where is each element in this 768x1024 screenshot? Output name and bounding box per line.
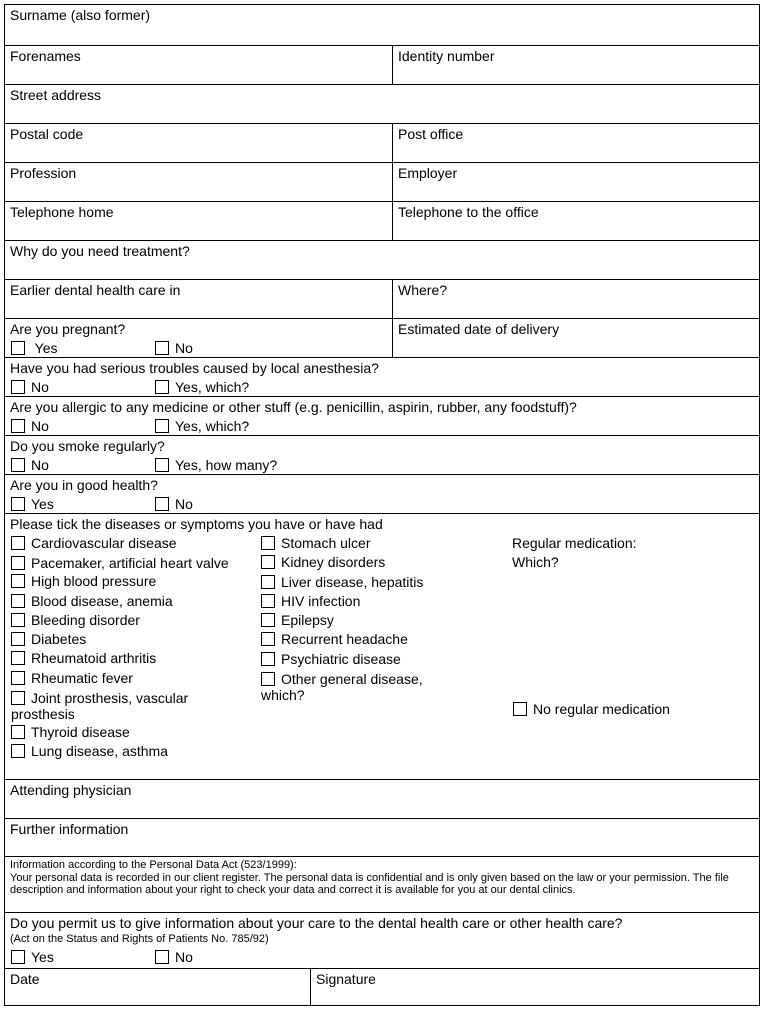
consent-yes-option[interactable] [11, 949, 54, 965]
health-yes-option[interactable] [11, 496, 54, 512]
post-office-label: Post office [398, 126, 464, 142]
disease-label: HIV infection [281, 592, 361, 609]
profession-row [5, 162, 759, 201]
disease-label: Blood disease, anemia [31, 592, 173, 609]
why-treatment-field[interactable] [5, 240, 759, 279]
where-field[interactable] [392, 280, 759, 318]
smoke-no-checkbox[interactable] [11, 458, 25, 472]
identity-number-field[interactable] [392, 46, 759, 84]
disease-label: Bleeding disorder [31, 611, 140, 628]
disease-checkbox[interactable] [261, 652, 275, 666]
telephone-office-label: Telephone to the office [398, 204, 539, 220]
profession-field[interactable] [5, 163, 392, 201]
privacy-title: Information according to the Personal Data Act (523/1999): [10, 859, 297, 871]
pregnant-no-label: No [175, 340, 193, 356]
identity-number-label: Identity number [398, 48, 495, 64]
attending-physician-field[interactable] [5, 779, 759, 818]
date-signature-row [5, 968, 759, 1005]
disease-label: Thyroid disease [31, 724, 130, 741]
disease-label: Rheumatoid arthritis [31, 650, 157, 667]
diseases-heading: Please tick the diseases or symptoms you have or have had [10, 516, 383, 532]
disease-item[interactable] [11, 592, 251, 611]
postal-row [5, 123, 759, 162]
disease-label: Cardiovascular disease [31, 535, 177, 551]
street-address-field[interactable] [5, 84, 759, 123]
date-label: Date [10, 971, 40, 987]
health-yes-checkbox[interactable] [11, 497, 25, 511]
consent-yes-checkbox[interactable] [11, 950, 25, 964]
consent-row [5, 912, 759, 968]
smoke-no-label: No [31, 457, 49, 473]
forenames-field[interactable] [5, 46, 392, 84]
where-label: Where? [398, 282, 448, 298]
disease-checkbox[interactable] [11, 574, 25, 588]
date-field[interactable] [5, 969, 310, 1005]
postal-code-field[interactable] [5, 124, 392, 162]
disease-checkbox[interactable] [11, 613, 25, 627]
disease-item[interactable] [11, 688, 251, 723]
disease-label: Joint prosthesis, vascular prosthesis [11, 690, 189, 723]
disease-label: High blood pressure [31, 573, 157, 590]
disease-checkbox[interactable] [11, 594, 25, 608]
allergy-no-option[interactable] [11, 418, 49, 434]
medication-label: Regular medication: [512, 535, 637, 551]
smoke-row [5, 435, 759, 474]
health-yes-label: Yes [31, 496, 54, 512]
medication-which-label: Which? [512, 554, 559, 571]
disease-item[interactable] [261, 573, 461, 592]
smoke-yes-option[interactable] [155, 457, 277, 473]
no-medication-label: No regular medication [533, 701, 670, 717]
disease-checkbox[interactable] [261, 555, 275, 569]
health-no-label: No [175, 496, 193, 512]
consent-question: Do you permit us to give information about your care to the dental health care or other health care? [10, 915, 623, 931]
consent-yes-label: Yes [31, 949, 54, 965]
disease-item[interactable] [11, 649, 251, 668]
diseases-column-2 [261, 534, 461, 703]
disease-label: Rheumatic fever [31, 669, 133, 686]
disease-item[interactable] [11, 611, 251, 630]
anesthesia-yes-checkbox[interactable] [155, 380, 169, 394]
disease-checkbox[interactable] [261, 594, 275, 608]
forenames-row [5, 45, 759, 84]
pregnant-cell [5, 319, 392, 357]
disease-checkbox[interactable] [11, 556, 25, 570]
disease-label: Diabetes [31, 631, 87, 648]
consent-no-checkbox[interactable] [155, 950, 169, 964]
health-no-checkbox[interactable] [155, 497, 169, 511]
smoke-question: Do you smoke regularly? [10, 438, 165, 454]
medication-column [512, 534, 712, 573]
disease-checkbox[interactable] [11, 651, 25, 665]
disease-checkbox[interactable] [261, 632, 275, 646]
disease-checkbox[interactable] [11, 671, 25, 685]
post-office-field[interactable] [392, 124, 759, 162]
allergy-yes-checkbox[interactable] [155, 419, 169, 433]
allergy-no-label: No [31, 418, 49, 434]
pregnant-yes-option[interactable] [11, 340, 57, 356]
attending-physician-label: Attending physician [10, 782, 132, 798]
street-address-label: Street address [10, 87, 102, 103]
smoke-yes-checkbox[interactable] [155, 458, 169, 472]
disease-item[interactable] [261, 669, 461, 703]
health-question: Are you in good health? [10, 477, 158, 493]
disease-item[interactable] [11, 742, 251, 761]
consent-no-label: No [175, 949, 193, 965]
smoke-yes-label: Yes, how many? [175, 457, 278, 473]
disease-checkbox[interactable] [261, 536, 275, 550]
allergy-yes-label: Yes, which? [175, 418, 250, 434]
anesthesia-no-option[interactable] [11, 379, 49, 395]
telephone-home-label: Telephone home [10, 204, 114, 220]
allergy-row [5, 396, 759, 435]
anesthesia-row [5, 357, 759, 396]
disease-checkbox[interactable] [11, 744, 25, 758]
disease-label: Pacemaker, artificial heart valve [31, 555, 229, 572]
anesthesia-no-label: No [31, 379, 49, 395]
health-no-option[interactable] [155, 496, 193, 512]
disease-item[interactable] [261, 611, 461, 630]
surname-row[interactable] [5, 5, 759, 45]
no-medication-checkbox[interactable] [513, 702, 527, 716]
anesthesia-yes-option[interactable] [155, 379, 249, 395]
disease-label: Psychiatric disease [281, 650, 401, 667]
pregnant-question: Are you pregnant? [10, 321, 126, 337]
disease-item[interactable] [11, 723, 251, 742]
pregnant-no-checkbox[interactable] [155, 341, 169, 355]
disease-label: Epilepsy [281, 612, 334, 629]
disease-label: Kidney disorders [281, 554, 386, 571]
telephone-home-field[interactable] [5, 202, 392, 240]
disease-item[interactable] [261, 553, 461, 572]
smoke-no-option[interactable] [11, 457, 49, 473]
allergy-yes-option[interactable] [155, 418, 249, 434]
allergy-question: Are you allergic to any medicine or other stuff (e.g. penicillin, aspirin, rubber, any foodstuff)? [10, 399, 577, 415]
disease-label: Stomach ulcer [281, 535, 371, 551]
privacy-notice [5, 856, 759, 912]
anesthesia-no-checkbox[interactable] [11, 380, 25, 394]
disease-checkbox[interactable] [261, 672, 275, 686]
disease-item[interactable] [11, 669, 251, 688]
consent-act: (Act on the Status and Rights of Patients No. 785/92) [10, 933, 269, 945]
health-row [5, 474, 759, 513]
diseases-section [5, 513, 759, 779]
disease-checkbox[interactable] [11, 725, 25, 739]
pregnant-row [5, 318, 759, 357]
employer-label: Employer [398, 165, 458, 181]
privacy-text: Your personal data is recorded in our client register. The personal data is confidential and is only given based on the law or your permission. The file description and information about your right to check your data and correct it is available for you at our dental clinics. [10, 871, 729, 896]
disease-item[interactable] [261, 650, 461, 669]
postal-code-label: Postal code [10, 126, 84, 142]
surname-label: Surname (also former) [10, 7, 151, 23]
disease-label: Other general disease, which? [261, 671, 423, 704]
further-information-field[interactable] [5, 818, 759, 856]
disease-item[interactable] [261, 592, 461, 611]
profession-label: Profession [10, 165, 77, 181]
disease-item[interactable] [11, 553, 251, 572]
disease-checkbox[interactable] [11, 691, 25, 705]
signature-label: Signature [316, 971, 376, 987]
earlier-care-field[interactable] [5, 280, 392, 318]
pregnant-yes-label: Yes [34, 340, 58, 356]
disease-checkbox[interactable] [11, 536, 25, 550]
allergy-no-checkbox[interactable] [11, 419, 25, 433]
earlier-care-label: Earlier dental health care in [10, 282, 181, 298]
telephone-office-field[interactable] [392, 202, 759, 240]
further-information-label: Further information [10, 821, 129, 837]
delivery-date-field[interactable] [392, 319, 759, 357]
employer-field[interactable] [392, 163, 759, 201]
disease-checkbox[interactable] [261, 613, 275, 627]
disease-checkbox[interactable] [11, 632, 25, 646]
disease-item[interactable] [11, 534, 251, 553]
pregnant-yes-checkbox[interactable] [11, 341, 25, 355]
pregnant-no-option[interactable] [155, 340, 193, 356]
why-treatment-label: Why do you need treatment? [10, 243, 190, 259]
delivery-date-label: Estimated date of delivery [398, 321, 560, 337]
signature-field[interactable] [310, 969, 759, 1005]
consent-no-option[interactable] [155, 949, 193, 965]
diseases-column-1 [11, 534, 251, 762]
forenames-label: Forenames [10, 48, 81, 64]
earlier-care-row [5, 279, 759, 318]
disease-item[interactable] [261, 630, 461, 649]
disease-label: Liver disease, hepatitis [281, 573, 424, 590]
disease-item[interactable] [11, 630, 251, 649]
anesthesia-question: Have you had serious troubles caused by local anesthesia? [10, 360, 379, 376]
disease-item[interactable] [261, 534, 461, 553]
telephone-row [5, 201, 759, 240]
disease-checkbox[interactable] [261, 575, 275, 589]
disease-label: Lung disease, asthma [31, 743, 168, 760]
patient-form [4, 4, 760, 1006]
anesthesia-yes-label: Yes, which? [175, 379, 250, 395]
no-medication-option[interactable] [513, 701, 670, 717]
disease-label: Recurrent headache [281, 631, 408, 648]
disease-item[interactable] [11, 572, 251, 591]
